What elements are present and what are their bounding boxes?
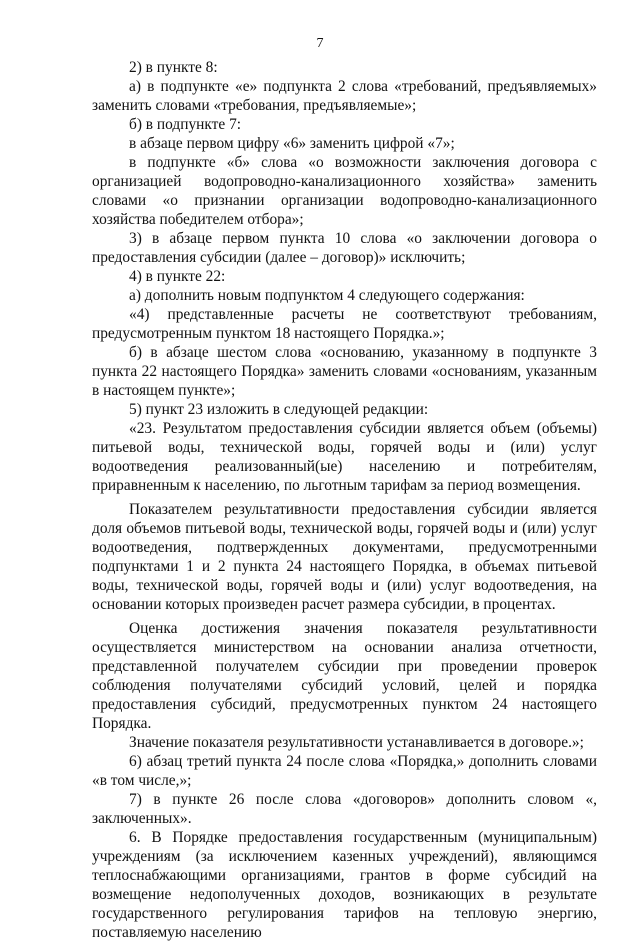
page-number: 7 [316, 36, 324, 51]
paragraph-item-4-b: б) в абзаце шестом слова «основанию, указанному в подпункте 3 пункта 22 настоящего Порядка» заменить словами «основаниям, указанным в настоящем пункте»; [92, 344, 597, 399]
paragraph-indicator: Показателем результативности предоставления субсидии является доля объемов питьевой воды, технической воды, горячей воды и (или) услуг водоотведения, подтвержденных документами, предусмотренными подпунктами 1 и 2 пункта 24 настоящего Порядка, в объемах питьевой воды, технической воды, горячей воды и (или) услуг водоотведения, на основании которых произведен расчет размера субсидии, в процентах. [92, 501, 597, 613]
paragraph-subitem-b: б) в подпункте 7: [129, 116, 242, 133]
paragraph-item-2: 2) в пункте 8: [129, 59, 218, 76]
paragraph-first-abzac: в абзаце первом цифру «6» заменить цифрой «7»; [129, 135, 455, 152]
paragraph-item-4-a: а) дополнить новым подпунктом 4 следующего содержания: [129, 287, 525, 304]
paragraph-item-6: 6) абзац третий пункта 24 после слова «Порядка,» дополнить словами «в том числе,»; [92, 753, 597, 789]
paragraph-item-7: 7) в пункте 26 после слова «договоров» дополнить словом «, заключенных». [92, 791, 597, 827]
document-body [92, 58, 597, 942]
paragraph-evaluation: Оценка достижения значения показателя результативности осуществляется министерством на основании анализа отчетности, представленной получателем субсидии при проведении проверок соблюдения получателями субсидий условий, целей и порядка предоставления субсидий, предусмотренных пунктом 24 настоящего Порядка. [92, 620, 597, 732]
paragraph-item-3: 3) в абзаце первом пункта 10 слова «о заключении договора о предоставления субсидии (далее – договор)» исключить; [92, 230, 597, 266]
paragraph-subitem-a: а) в подпункте «е» подпункта 2 слова «требований, предъявляемых» заменить словами «требования, предъявляемые»; [92, 78, 597, 114]
paragraph-subpoint-b: в подпункте «б» слова «о возможности заключения договора с организацией водопроводно-канализационного хозяйства» заменить словами «о признании организации водопроводно-канализационного хозяйства победителем отбора»; [92, 154, 597, 228]
paragraph-item-4: 4) в пункте 22: [129, 268, 226, 285]
paragraph-point-23: «23. Результатом предоставления субсидии является объем (объемы) питьевой воды, технической воды, горячей воды и (или) услуг водоотведения реализованный(ые) населению и потребителям, приравненным к населению, по льготным тарифам за период возмещения. [92, 420, 597, 494]
paragraph-section-6: 6. В Порядке предоставления государственным (муниципальным) учреждениям (за исключением казенных учреждений), являющимся теплоснабжающими организациями, грантов в форме субсидий на возмещение недополученных доходов, возникающих в результате государственного регулирования тарифов на тепловую энергию, поставляемую населению [92, 829, 597, 941]
paragraph-indicator-value: Значение показателя результативности устанавливается в договоре.»; [129, 734, 584, 751]
paragraph-new-subpoint-4: «4) представленные расчеты не соответствуют требованиям, предусмотренным пунктом 18 настоящего Порядка.»; [92, 306, 597, 342]
paragraph-item-5: 5) пункт 23 изложить в следующей редакции: [129, 401, 429, 418]
